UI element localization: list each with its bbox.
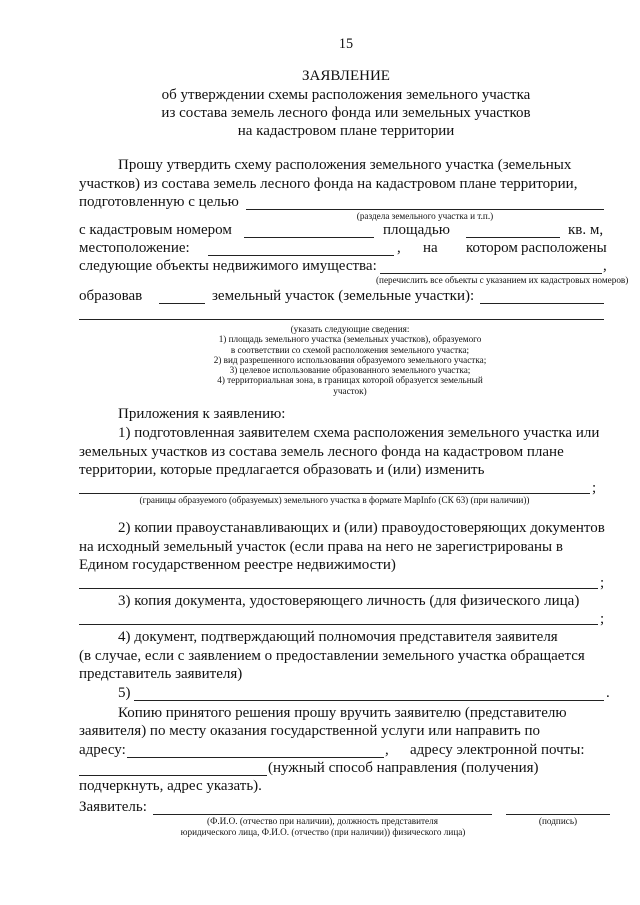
purpose-hint: (раздела земельного участка и т.п.)	[356, 211, 494, 221]
objects-comma: ,	[603, 258, 607, 274]
details-hint-line-3: 2) вид разрешенного использования образуемого земельного участка;	[213, 354, 487, 365]
area-label: площадью	[383, 222, 450, 238]
attachment-2-line-1: 2) копии правоустанавливающих и (или) правоудостоверяющих документов	[118, 520, 605, 536]
email-field[interactable]	[79, 775, 267, 776]
forming-count-field[interactable]	[159, 303, 205, 304]
attachment-2-line-2: на исходный земельный участок (если права на него не зарегистрированы в	[79, 539, 563, 555]
details-hint-line-1: 1) площадь земельного участка (земельных участков), образуемого	[218, 334, 482, 345]
attachment-1-line-1: 1) подготовленная заявителем схема расположения земельного участка или	[118, 425, 600, 441]
objects-label: следующие объекты недвижимого имущества:	[79, 258, 377, 274]
subtitle-line-2: из состава земель лесного фонда или земельных участков	[161, 105, 531, 121]
location-label: местоположение:	[79, 240, 190, 256]
details-hint-line-6: участок)	[333, 385, 367, 396]
request-line-2: участков) из состава земель лесного фонда на кадастровом плане территории,	[79, 176, 578, 192]
delivery-address-comma: ,	[385, 742, 389, 758]
subtitle-line-3: на кадастровом плане территории	[237, 123, 455, 139]
details-hint-line-0: (указать следующие сведения:	[290, 324, 410, 334]
attachment-2-line-3: Едином государственном реестре недвижимости)	[79, 557, 396, 573]
attachment-4-line-2: (в случае, если с заявлением о предоставлении земельного участка обращается	[79, 648, 585, 664]
where-label-1: на	[423, 240, 438, 256]
request-line-1: Прошу утвердить схему расположения земельного участка (земельных	[118, 157, 572, 173]
forming-parcels-field[interactable]	[480, 303, 604, 304]
subtitle-line-1: об утверждении схемы расположения земельного участка	[161, 87, 531, 103]
scheme-hint: (границы образуемого (образуемых) земельного участка в формате MapInfo (СК 63) (при наличии))	[139, 495, 530, 505]
area-field[interactable]	[466, 237, 560, 238]
delivery-email-label: адресу электронной почты:	[410, 742, 585, 758]
applicant-label: Заявитель:	[79, 799, 147, 815]
attachment-1-end: ;	[592, 480, 597, 496]
attachment-1-line-2: земельных участков из состава земель лесного фонда на кадастровом плане	[79, 444, 564, 460]
delivery-address-label: адресу:	[79, 742, 126, 758]
attachments-heading: Приложения к заявлению:	[118, 406, 286, 422]
delivery-line-4: (нужный способ направления (получения)	[268, 760, 539, 776]
scheme-field[interactable]	[79, 493, 590, 494]
attachment-1-line-3: территории, которые предлагается образовать и (или) изменить	[79, 462, 485, 478]
name-hint-line-2: юридического лица, Ф.И.О. (отчество (при наличии)) физического лица)	[180, 827, 466, 837]
parcel-details-field[interactable]	[79, 319, 604, 320]
location-field[interactable]	[208, 255, 394, 256]
details-hint-line-5: 4) территориальная зона, в границах которой образуется земельный	[217, 375, 483, 386]
attachment-3: 3) копия документа, удостоверяющего личность (для физического лица)	[118, 593, 580, 609]
request-line-3: подготовленную с целью	[79, 194, 239, 210]
identity-document-field[interactable]	[79, 624, 598, 625]
attachment-5-field[interactable]	[134, 700, 604, 701]
document-title: ЗАЯВЛЕНИЕ	[302, 68, 390, 84]
title-documents-field[interactable]	[79, 588, 598, 589]
forming-label: образовав	[79, 288, 143, 304]
delivery-line-1: Копию принятого решения прошу вручить заявителю (представителю	[118, 705, 567, 721]
cadastral-number-field[interactable]	[244, 237, 374, 238]
delivery-line-5: подчеркнуть, адрес указать).	[79, 778, 262, 794]
details-hint-line-2: в соответствии со схемой расположения земельного участка;	[230, 344, 470, 355]
attachment-2-end: ;	[600, 575, 605, 591]
delivery-line-2: заявителя) по месту оказания государственной услуги или направить по	[79, 723, 540, 739]
applicant-name-field[interactable]	[153, 814, 492, 815]
details-hint-line-4: 3) целевое использование образованного земельного участка;	[229, 365, 471, 376]
forming-label-2: земельный участок (земельные участки):	[212, 288, 475, 304]
objects-field[interactable]	[380, 273, 602, 274]
postal-address-field[interactable]	[127, 757, 384, 758]
location-comma: ,	[397, 240, 401, 256]
objects-hint: (перечислить все объекты с указанием их кадастровых номеров)	[376, 275, 629, 285]
area-unit: кв. м,	[568, 222, 604, 238]
cadastral-label: с кадастровым номером	[79, 222, 232, 238]
name-hint-line-1: (Ф.И.О. (отчество при наличии), должность представителя	[207, 816, 438, 826]
parcel-details-hint	[150, 324, 550, 396]
attachment-4-line-1: 4) документ, подтверждающий полномочия представителя заявителя	[118, 629, 558, 645]
signature-hint: (подпись)	[538, 816, 578, 826]
attachment-4-line-3: представитель заявителя)	[79, 666, 243, 682]
attachment-5-end: .	[606, 685, 610, 701]
where-label-3: расположены	[521, 240, 607, 256]
where-label-2: котором	[466, 240, 518, 256]
page-number: 15	[338, 36, 354, 52]
attachment-5-label: 5)	[118, 685, 131, 701]
purpose-field[interactable]	[246, 209, 604, 210]
attachment-3-end: ;	[600, 611, 605, 627]
signature-field[interactable]	[506, 814, 610, 815]
